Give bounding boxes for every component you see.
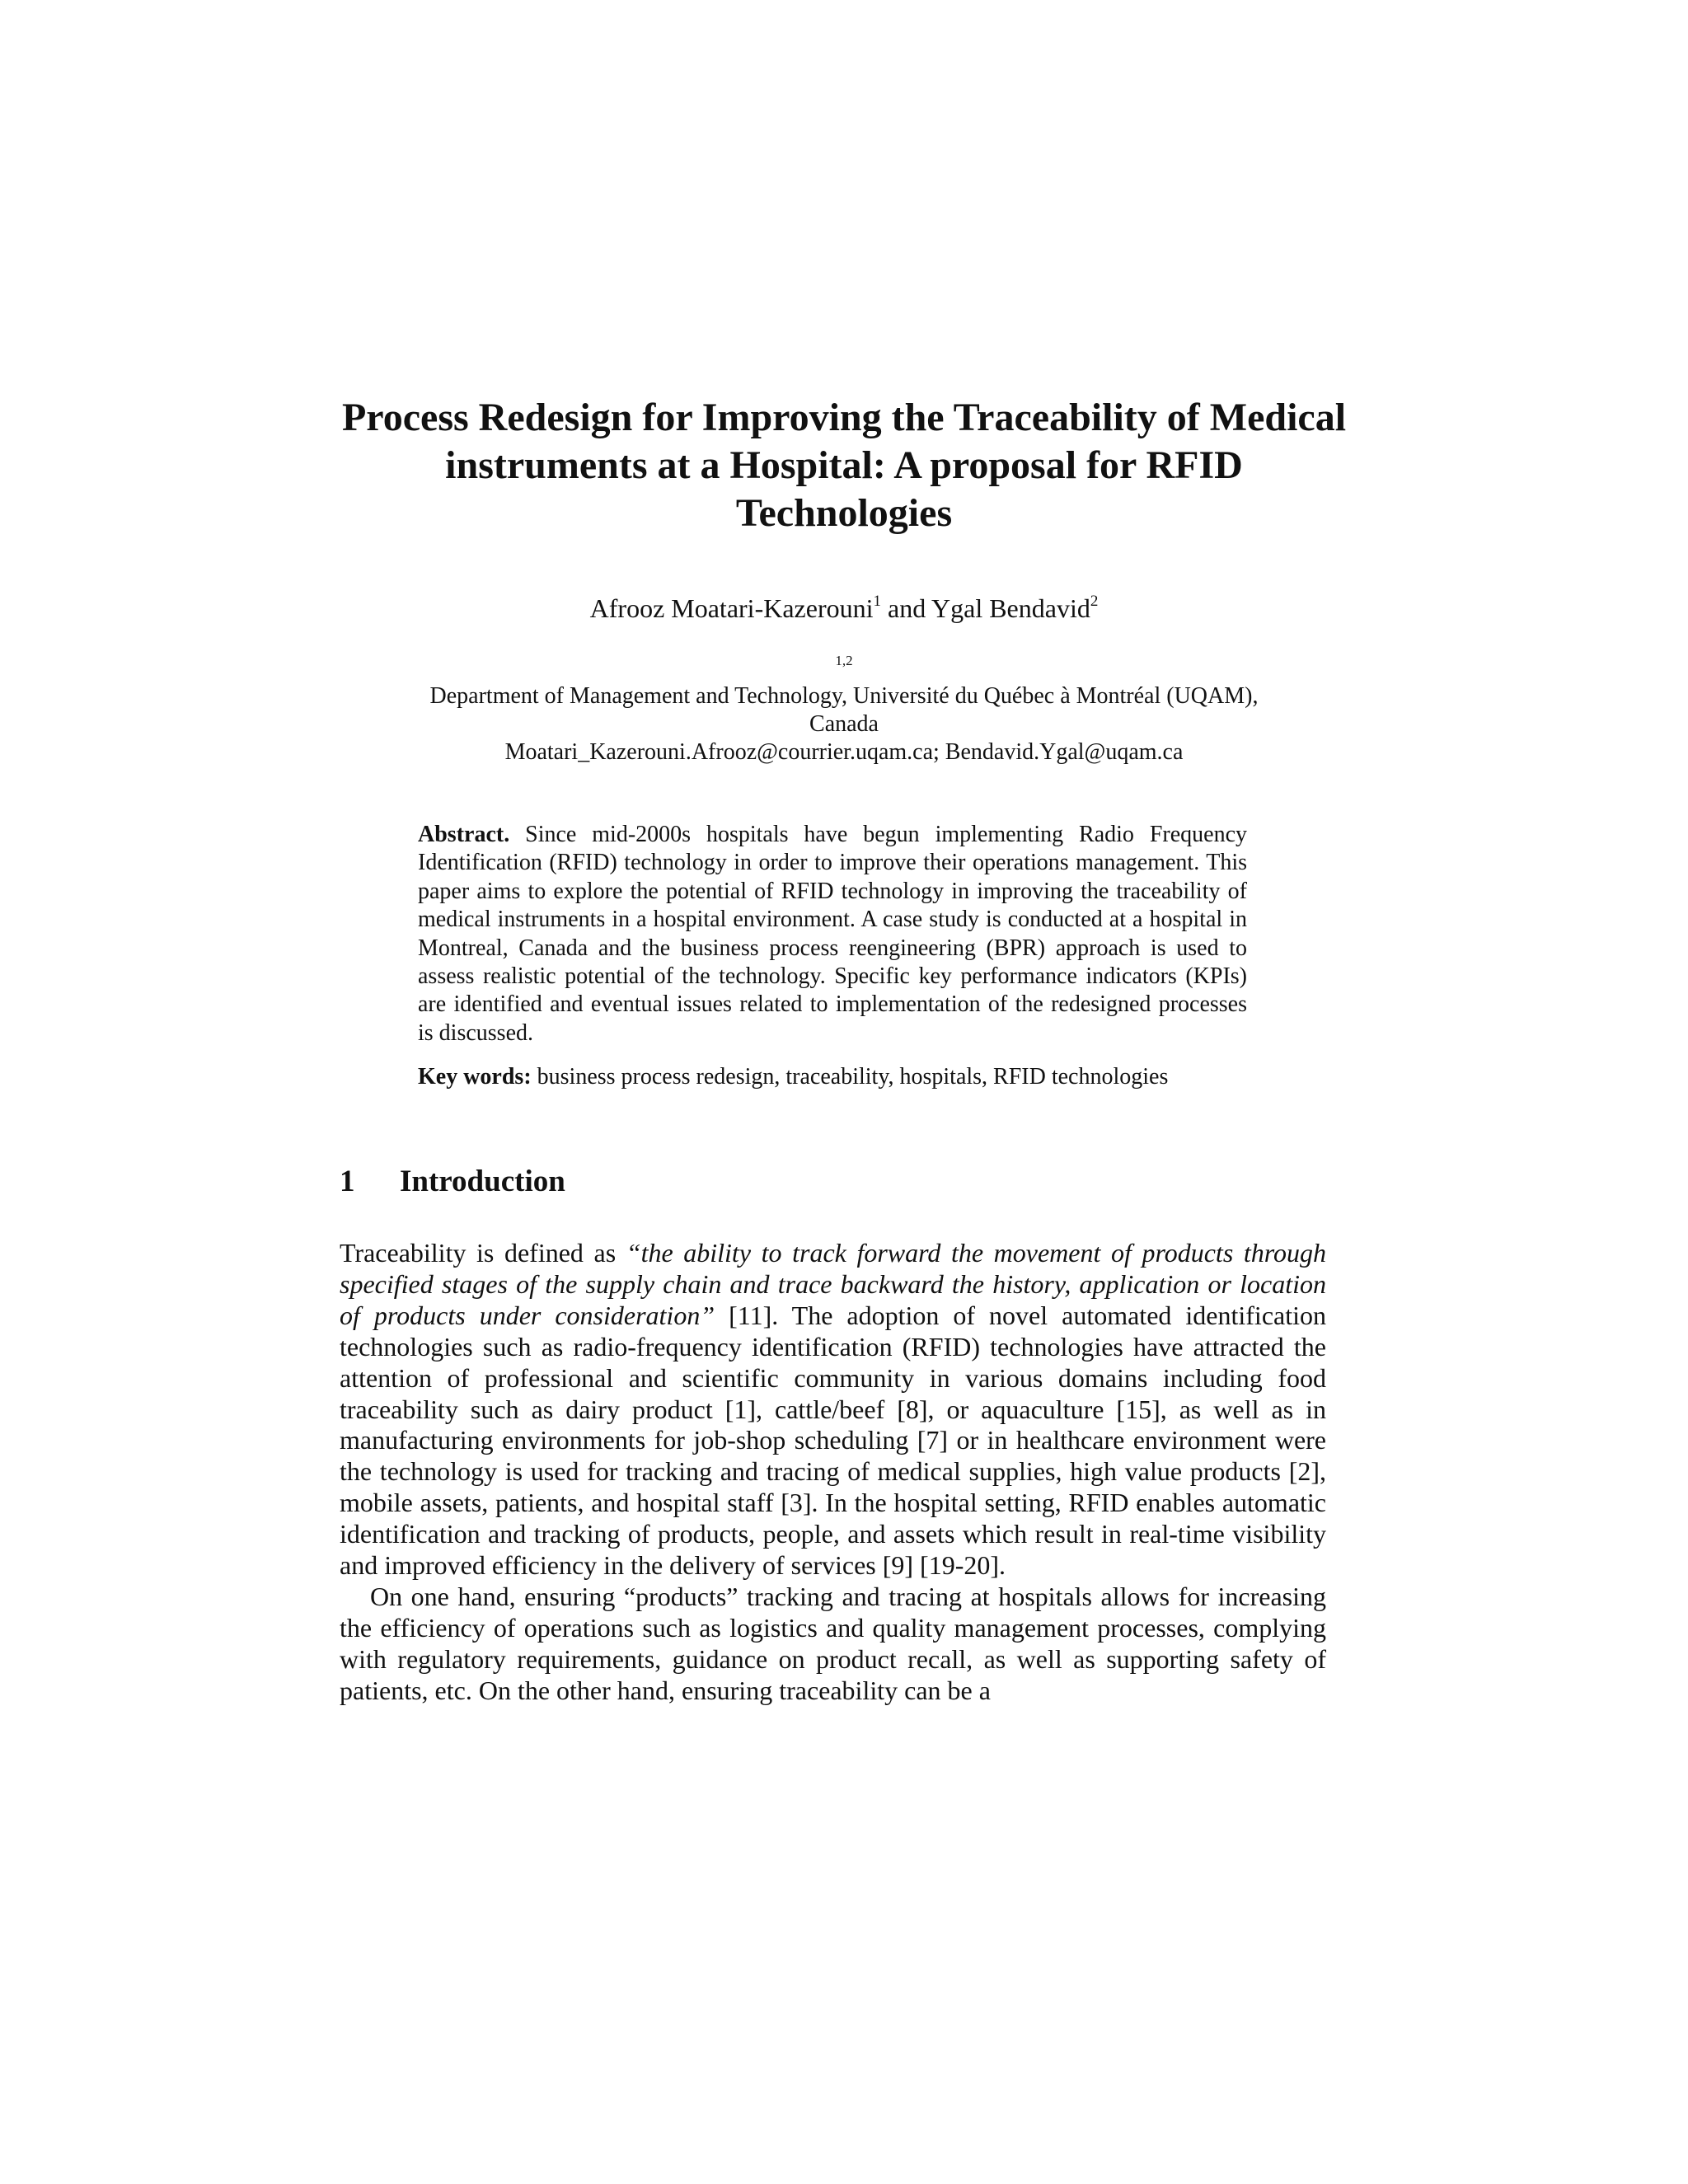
author-2: Ygal Bendavid <box>931 593 1090 623</box>
body-text <box>340 1238 1326 1707</box>
section-heading-introduction <box>340 1164 565 1200</box>
author-emails: Moatari_Kazerouni.Afrooz@courrier.uqam.ca; Bendavid.Ygal@uqam.ca <box>504 739 1184 765</box>
affiliation-line-1 <box>247 654 1441 710</box>
section-number: 1 <box>340 1165 355 1198</box>
abstract <box>418 821 1247 1047</box>
title-line-2: instruments at a Hospital: A proposal for RFID <box>445 443 1243 487</box>
affiliation-mark: 1,2 <box>835 653 853 668</box>
traceability-definition-quote: “the ability to track forward the movement of products through specified stages of the supply chain and trace backward the history, application or location of products under consideration” <box>340 1238 1327 1330</box>
author-2-affil-mark: 2 <box>1090 593 1099 610</box>
keywords-text: business process redesign, traceability, hospitals, RFID technologies <box>531 1064 1169 1090</box>
paragraph-1-lead: Traceability is defined as <box>340 1238 626 1268</box>
affiliation-department: Department of Management and Technology, Université du Québec à Montréal (UQAM), <box>429 683 1259 709</box>
author-conjunction: and <box>880 593 931 623</box>
paper-title <box>247 394 1441 537</box>
abstract-text: Since mid-2000s hospitals have begun implementing Radio Frequency Identification (RFID) technology in order to improve their operations management. This paper aims to explore the potential of RFID technology in improving the traceability of medical instruments in a hospital environment. A case study is conducted at a hospital in Montreal, Canada and the business process reengineering (BPR) approach is used to assess realistic potential of the technology. Specific key performance indicators (KPIs) are identified and eventual issues related to implementation of the redesigned processes is discussed. <box>418 822 1247 1046</box>
author-1-affil-mark: 1 <box>873 593 881 610</box>
paragraph-2: On one hand, ensuring “products” tracking and tracing at hospitals allows for increasing the efficiency of operations such as logistics and quality management processes, complying with regulatory requirements, guidance on product recall, as well as supporting safety of patients, etc. On the other hand, ensuring traceability can be a <box>340 1581 1326 1705</box>
title-line-3: Technologies <box>735 491 953 535</box>
affiliation-country: Canada <box>809 711 879 737</box>
keywords-label: Key words: <box>418 1064 532 1090</box>
author-list <box>247 592 1441 625</box>
affiliation-block <box>247 654 1441 766</box>
paragraph-1-rest: [11]. The adoption of novel automated identification technologies such as radio-frequency identification (RFID) technologies have attracted the attention of professional and scientific community in various domains including food traceability such as dairy product [1], cattle/beef [8], or aquaculture [15], as well as in manufacturing environments for job-shop scheduling [7] or in healthcare environment were the technology is used for tracking and tracing of medical supplies, high value products [2], mobile assets, patients, and hospital staff [3]. In the hospital setting, RFID enables automatic identification and tracking of products, people, and assets which result in real-time visibility and improved efficiency in the delivery of services [9] [19-20]. <box>340 1300 1327 1581</box>
keywords <box>418 1063 1247 1091</box>
paragraph-1 <box>340 1238 1326 1582</box>
section-title: Introduction <box>400 1165 565 1198</box>
author-1: Afrooz Moatari-Kazerouni <box>589 593 874 623</box>
title-line-1: Process Redesign for Improving the Traceability of Medical <box>341 396 1347 439</box>
abstract-label: Abstract. <box>418 822 510 847</box>
